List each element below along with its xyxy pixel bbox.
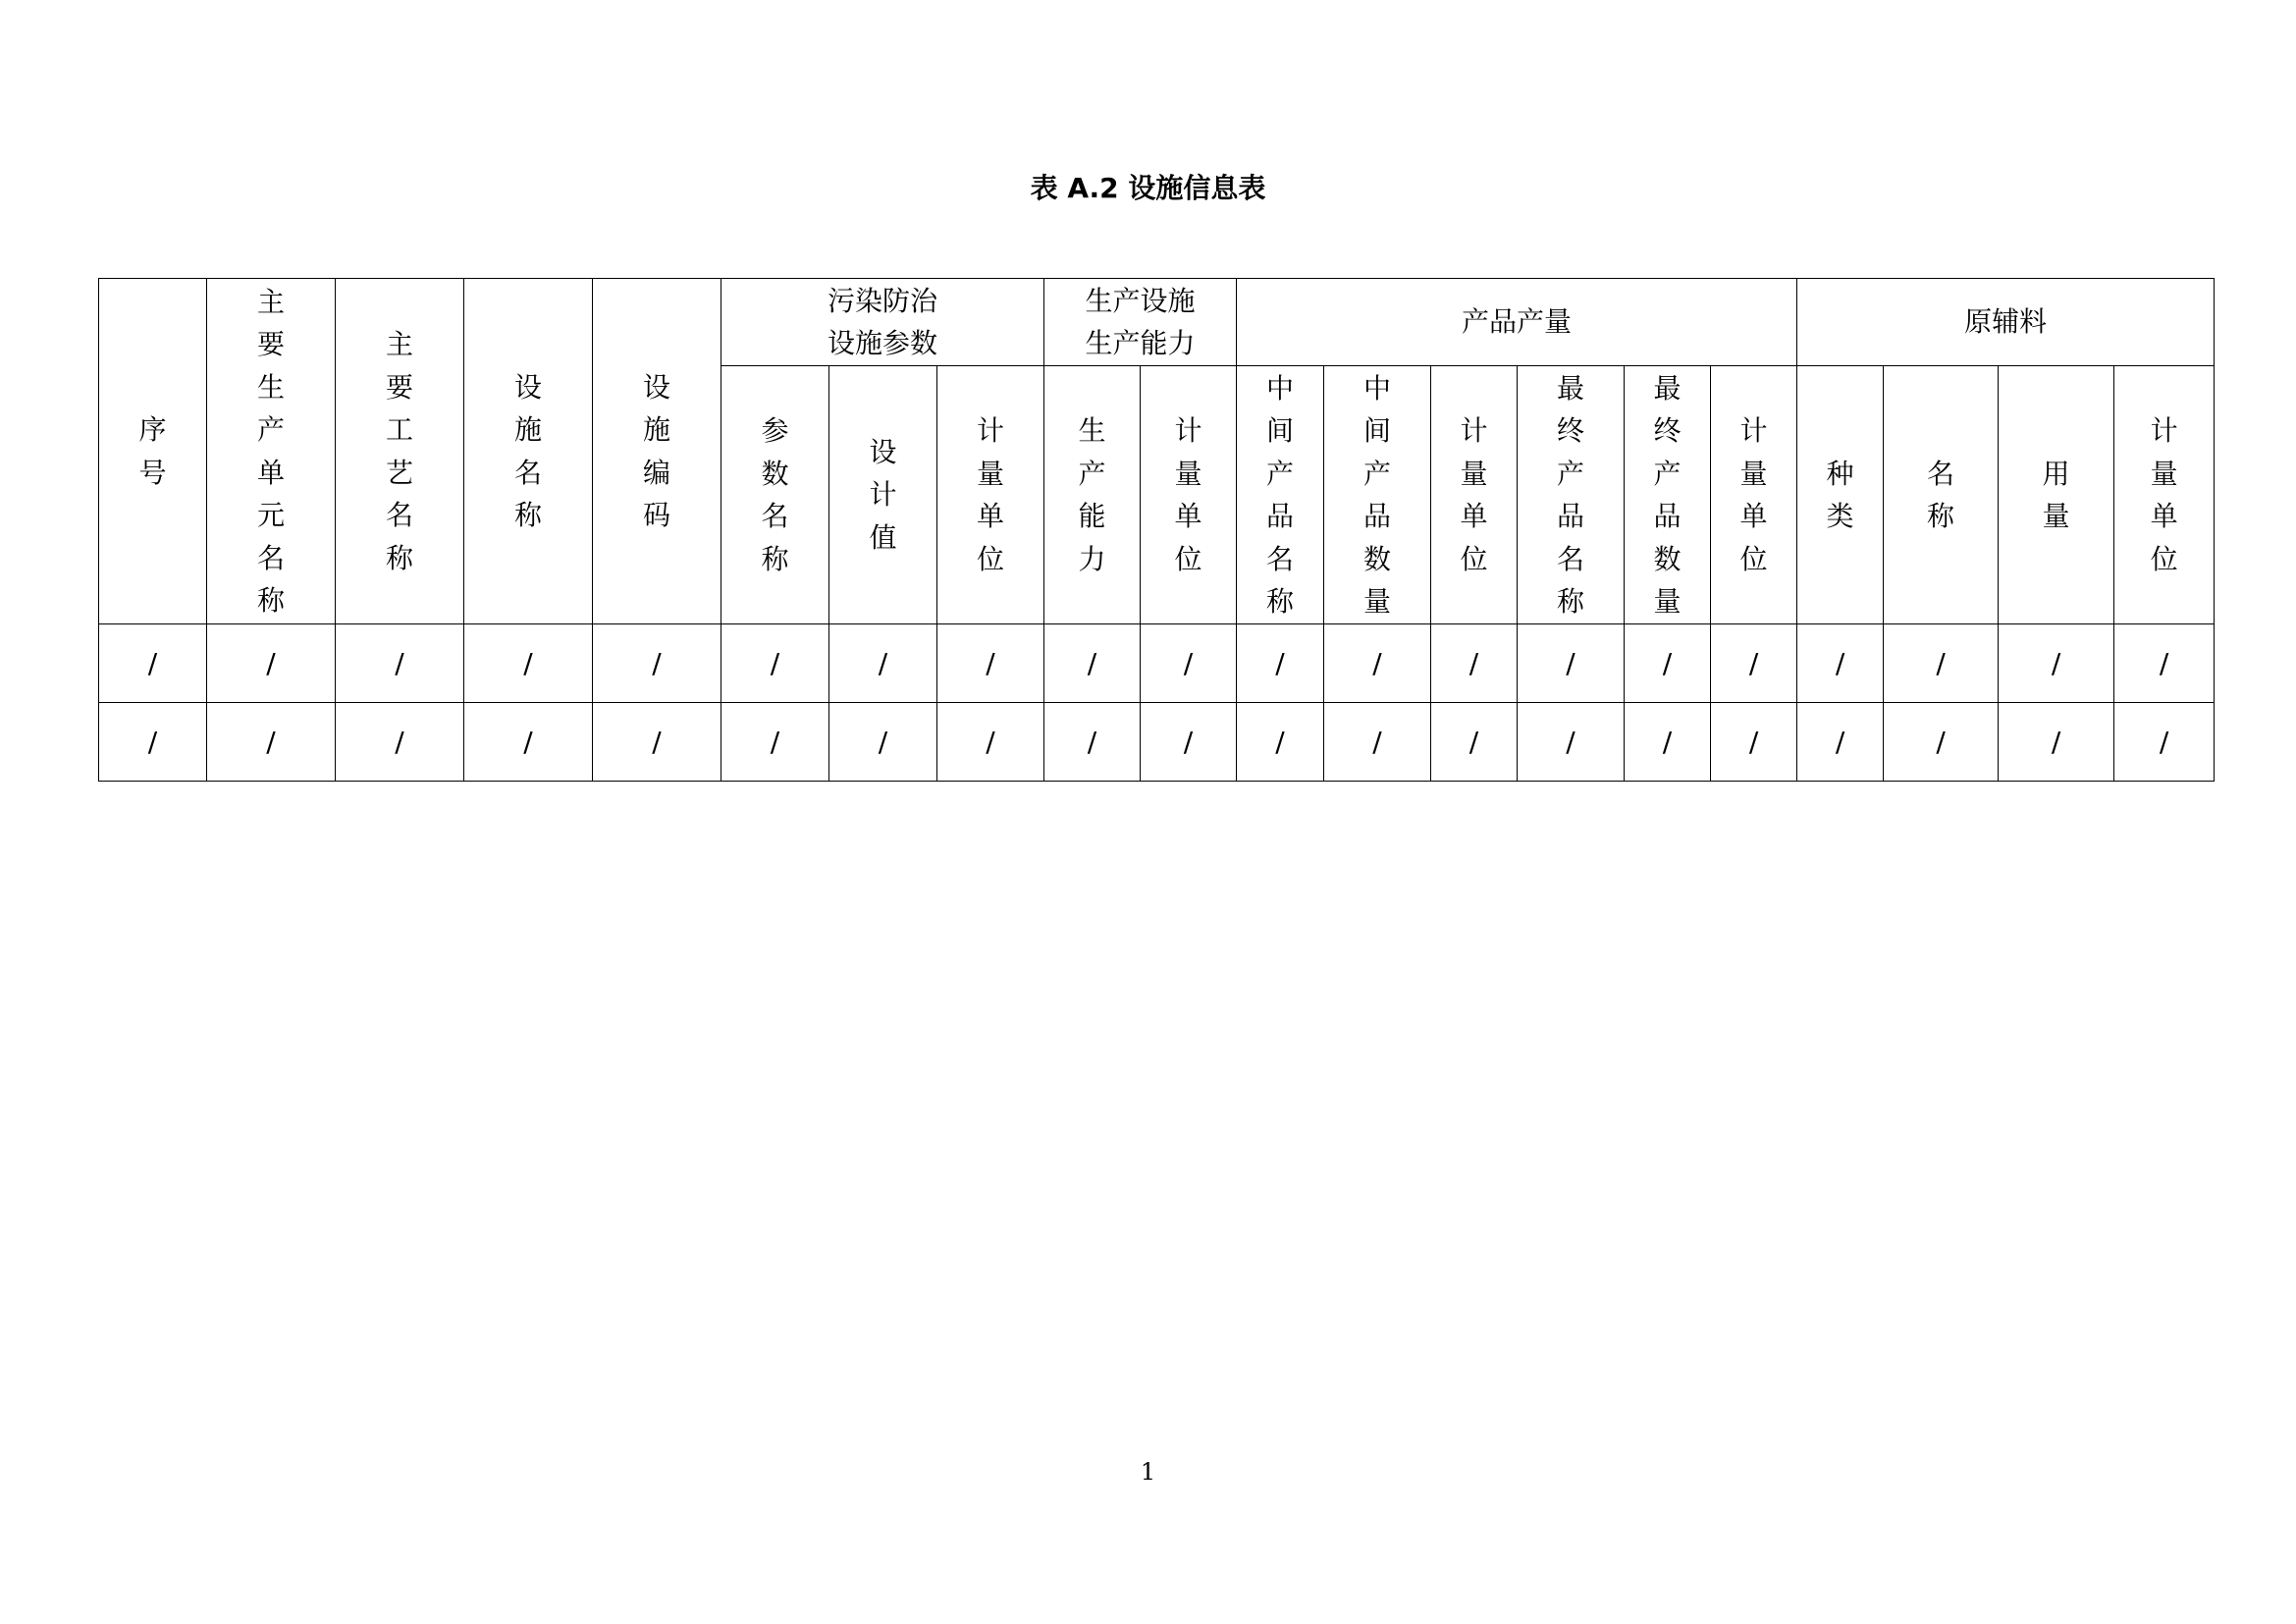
header-row-groups — [99, 279, 2215, 366]
table-cell: / — [1884, 703, 1999, 782]
table-cell: / — [464, 703, 593, 782]
facility-info-table — [98, 278, 2215, 782]
table-cell: / — [1237, 624, 1324, 703]
table-cell: / — [1518, 703, 1625, 782]
table-cell: / — [1141, 624, 1237, 703]
header-unit-name: 主 要 生 产 单 元 名 称 — [207, 279, 336, 624]
table-cell: / — [1324, 624, 1431, 703]
table-cell: / — [464, 624, 593, 703]
table-cell: / — [1141, 703, 1237, 782]
table-cell: / — [1711, 703, 1797, 782]
header-final-qty: 最 终 产 品 数 量 — [1625, 366, 1711, 624]
table-cell: / — [336, 703, 464, 782]
table-cell: / — [593, 703, 721, 782]
header-facility-code: 设 施 编 码 — [593, 279, 721, 624]
table-cell: / — [593, 624, 721, 703]
table-cell: / — [99, 624, 207, 703]
table-cell: / — [1044, 703, 1141, 782]
table-cell: / — [1625, 703, 1711, 782]
table-cell: / — [1797, 703, 1884, 782]
header-param-name: 参 数 名 称 — [721, 366, 829, 624]
header-intermediate-qty: 中 间 产 品 数 量 — [1324, 366, 1431, 624]
table-cell: / — [1999, 624, 2114, 703]
page-number: 1 — [1140, 1458, 1156, 1486]
header-seq: 序 号 — [99, 279, 207, 624]
table-cell: / — [2114, 624, 2215, 703]
header-material-name: 名 称 — [1884, 366, 1999, 624]
table-cell: / — [1431, 703, 1518, 782]
header-design-value: 设 计 值 — [829, 366, 937, 624]
page-title: 表 A.2 设施信息表 — [1030, 172, 1266, 204]
table-row — [99, 703, 2215, 782]
header-intermediate-name: 中 间 产 品 名 称 — [1237, 366, 1324, 624]
table-cell: / — [721, 703, 829, 782]
header-facility-name: 设 施 名 称 — [464, 279, 593, 624]
table-cell: / — [1797, 624, 1884, 703]
table-cell: / — [1999, 703, 2114, 782]
header-material-amount: 用 量 — [1999, 366, 2114, 624]
header-intermediate-unit: 计 量 单 位 — [1431, 366, 1518, 624]
table-cell: / — [1044, 624, 1141, 703]
table-cell: / — [721, 624, 829, 703]
header-capacity-unit: 计 量 单 位 — [1141, 366, 1237, 624]
table-cell: / — [1884, 624, 1999, 703]
table-cell: / — [1237, 703, 1324, 782]
header-process-name: 主 要 工 艺 名 称 — [336, 279, 464, 624]
header-group-materials: 原辅料 — [1797, 279, 2215, 366]
table-cell: / — [2114, 703, 2215, 782]
table-cell: / — [1518, 624, 1625, 703]
table-cell: / — [336, 624, 464, 703]
header-param-unit: 计 量 单 位 — [937, 366, 1044, 624]
header-group-output: 产品产量 — [1237, 279, 1797, 366]
table-cell: / — [1711, 624, 1797, 703]
table-cell: / — [829, 703, 937, 782]
header-material-type: 种 类 — [1797, 366, 1884, 624]
table-row — [99, 624, 2215, 703]
table-cell: / — [99, 703, 207, 782]
table-cell: / — [937, 624, 1044, 703]
table-cell: / — [1431, 624, 1518, 703]
table-cell: / — [1324, 703, 1431, 782]
table-cell: / — [829, 624, 937, 703]
header-final-unit: 计 量 单 位 — [1711, 366, 1797, 624]
table-cell: / — [937, 703, 1044, 782]
header-capacity: 生 产 能 力 — [1044, 366, 1141, 624]
header-group-capacity: 生产设施 生产能力 — [1044, 279, 1237, 366]
header-material-unit: 计 量 单 位 — [2114, 366, 2215, 624]
table-cell: / — [207, 624, 336, 703]
table-cell: / — [207, 703, 336, 782]
header-final-name: 最 终 产 品 名 称 — [1518, 366, 1625, 624]
header-group-pollution-params: 污染防治 设施参数 — [721, 279, 1044, 366]
table-cell: / — [1625, 624, 1711, 703]
